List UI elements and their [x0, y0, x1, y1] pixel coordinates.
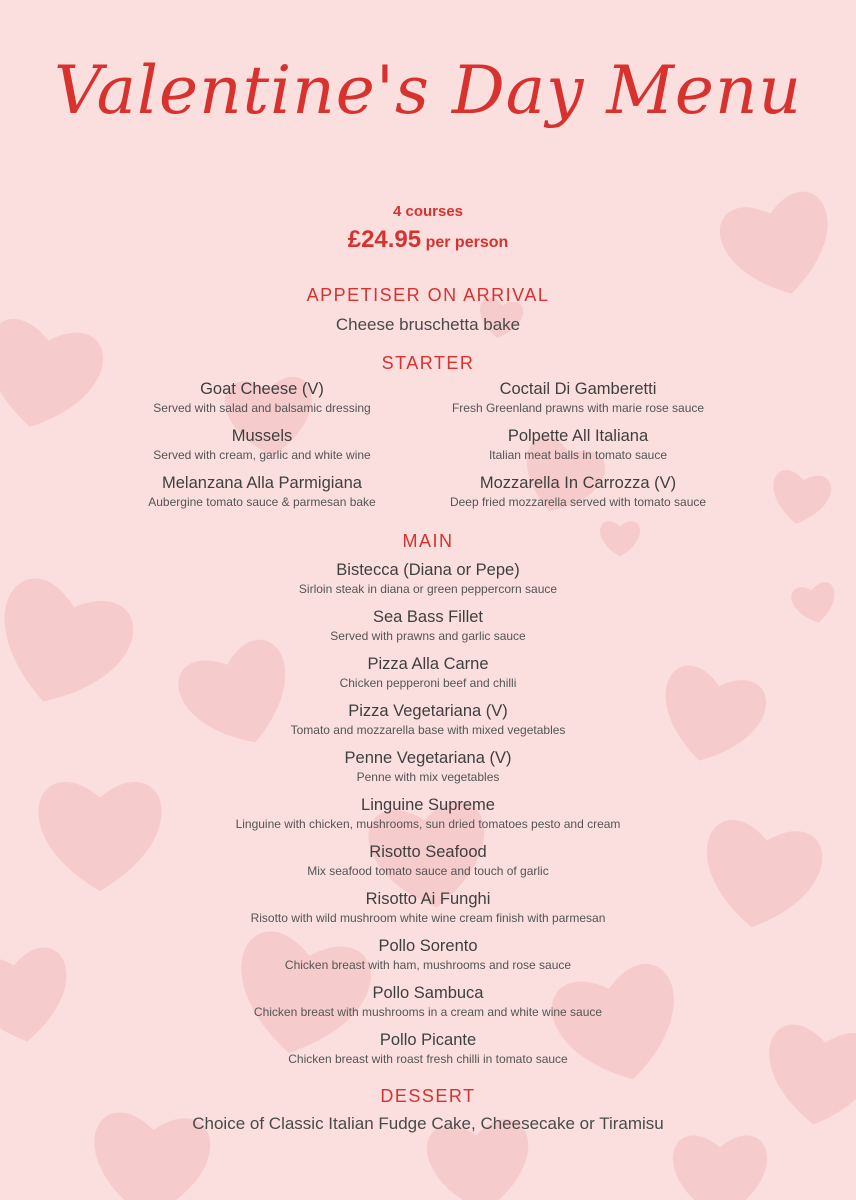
- starter-item: [408, 379, 748, 416]
- main-item: [0, 983, 856, 1030]
- starter-item: [408, 426, 748, 463]
- starter-item-name: Polpette All Italiana: [507, 427, 649, 445]
- main-heading: MAIN: [402, 531, 454, 551]
- starter-item-name: Coctail Di Gamberetti: [499, 380, 657, 398]
- main-item-desc: Penne with mix vegetables: [356, 770, 500, 784]
- main-course-list: [0, 560, 856, 1077]
- main-item: [0, 1030, 856, 1077]
- starter-item-name: Mozzarella In Carrozza (V): [479, 474, 677, 492]
- main-item-name: Sea Bass Fillet: [372, 608, 484, 626]
- main-item-name: Linguine Supreme: [361, 796, 495, 814]
- starter-item-desc: Served with cream, garlic and white wine: [153, 448, 371, 462]
- main-item: [0, 560, 856, 607]
- main-item-name: Penne Vegetariana (V): [344, 749, 512, 767]
- main-item-desc: Sirloin steak in diana or green peppercorn sauce: [298, 582, 558, 596]
- main-item: [0, 748, 856, 795]
- main-item-desc: Linguine with chicken, mushrooms, sun dried tomatoes pesto and cream: [235, 817, 621, 831]
- main-item: [0, 654, 856, 701]
- main-item-desc: Chicken pepperoni beef and chilli: [339, 676, 517, 690]
- main-item-desc: Mix seafood tomato sauce and touch of garlic: [307, 864, 549, 878]
- starter-item-desc: Italian meat balls in tomato sauce: [488, 448, 668, 462]
- main-item-name: Pizza Alla Carne: [367, 655, 489, 673]
- main-item-desc: Tomato and mozzarella base with mixed vegetables: [290, 723, 566, 737]
- main-item: [0, 701, 856, 748]
- main-item-desc: Chicken breast with ham, mushrooms and rose sauce: [284, 958, 572, 972]
- main-item-desc: Chicken breast with mushrooms in a cream and white wine sauce: [253, 1005, 603, 1019]
- starter-item-desc: Fresh Greenland prawns with marie rose sauce: [451, 401, 705, 415]
- appetiser-item: Cheese bruschetta bake: [335, 315, 521, 334]
- per-person-label: per person: [425, 234, 509, 251]
- starter-item: [92, 379, 432, 416]
- main-item-desc: Risotto with wild mushroom white wine cream finish with parmesan: [250, 911, 606, 925]
- starter-item: [92, 426, 432, 463]
- dessert-item: Choice of Classic Italian Fudge Cake, Cheesecake or Tiramisu: [192, 1114, 664, 1133]
- main-item-desc: Chicken breast with roast fresh chilli in tomato sauce: [288, 1052, 568, 1066]
- starter-item: [92, 473, 432, 510]
- starter-item-name: Melanzana Alla Parmigiana: [162, 474, 362, 492]
- starter-item-desc: Served with salad and balsamic dressing: [153, 401, 371, 415]
- main-item: [0, 936, 856, 983]
- main-item: [0, 842, 856, 889]
- starter-item-desc: Aubergine tomato sauce & parmesan bake: [148, 495, 376, 509]
- starter-item-name: Goat Cheese (V): [200, 380, 324, 398]
- main-item: [0, 607, 856, 654]
- price: £24.95: [347, 226, 422, 253]
- main-item-name: Pollo Picante: [379, 1031, 477, 1049]
- dessert-heading: DESSERT: [380, 1086, 476, 1106]
- starter-item-name: Mussels: [231, 427, 293, 445]
- main-item: [0, 889, 856, 936]
- main-item-name: Bistecca (Diana or Pepe): [336, 561, 520, 579]
- starter-item-desc: Deep fried mozzarella served with tomato sauce: [449, 495, 707, 509]
- main-item-name: Pollo Sambuca: [372, 984, 484, 1002]
- main-item: [0, 795, 856, 842]
- courses-count: 4 courses: [392, 203, 464, 220]
- main-item-name: Pizza Vegetariana (V): [348, 702, 508, 720]
- price-line: [0, 226, 856, 254]
- main-item-desc: Served with prawns and garlic sauce: [330, 629, 526, 643]
- menu-title: Valentine's Day Menu: [54, 52, 802, 129]
- appetiser-heading: APPETISER ON ARRIVAL: [306, 285, 550, 305]
- main-item-name: Risotto Seafood: [369, 843, 487, 861]
- main-item-name: Pollo Sorento: [378, 937, 478, 955]
- main-item-name: Risotto Ai Funghi: [365, 890, 491, 908]
- starter-heading: STARTER: [381, 353, 475, 373]
- starter-item: [408, 473, 748, 510]
